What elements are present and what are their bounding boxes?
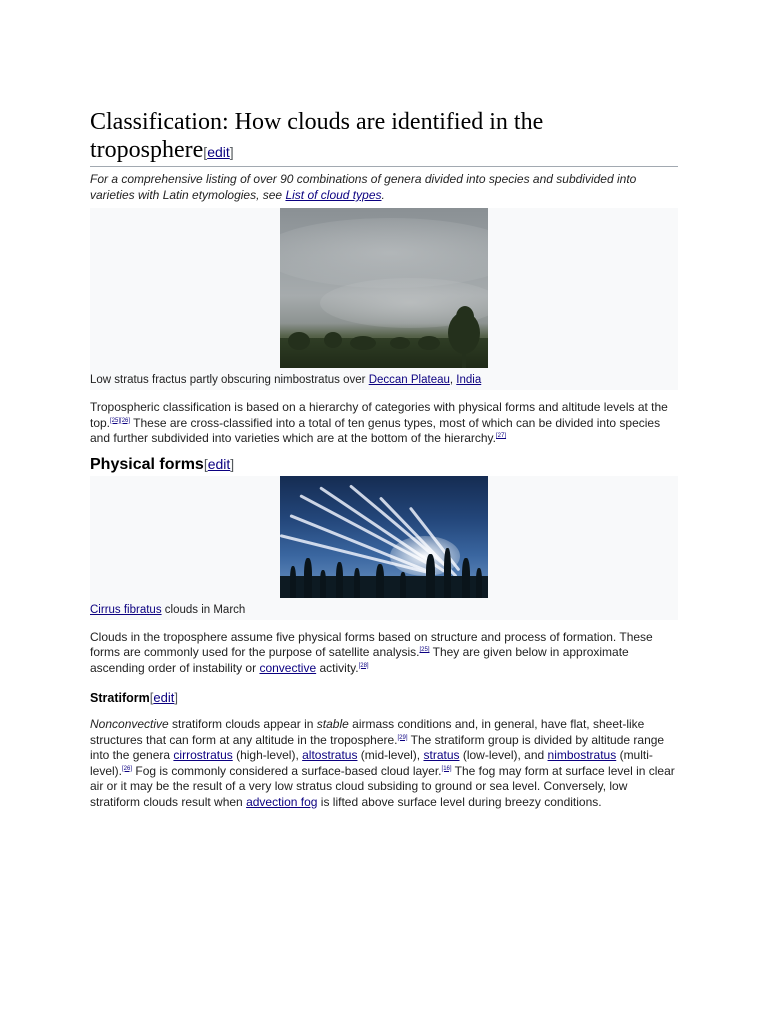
cirrus-fibratus-link[interactable]: Cirrus fibratus bbox=[90, 603, 162, 616]
text: airmass conditions and, in general, have flat, sheet-like structures that can form at any altitude in the troposphere. bbox=[90, 717, 645, 747]
hatnote-text: For a comprehensive listing of over 90 combinations of genera divided into species and subdivided into varieties with Latin etymologies, see bbox=[90, 172, 637, 202]
text: Clouds in the troposphere assume five physical forms based on structure and process of formation. These forms are commonly used for the purpose of satellite analysis. bbox=[90, 629, 653, 659]
text: (low-level), and bbox=[459, 748, 548, 762]
edit-section-wrapper: [edit] bbox=[149, 690, 178, 705]
heading-divider bbox=[90, 166, 678, 167]
citation[interactable]: [16] bbox=[441, 765, 452, 772]
edit-link[interactable]: edit bbox=[207, 144, 230, 160]
section-heading bbox=[90, 108, 678, 166]
hatnote-end: . bbox=[381, 188, 385, 202]
paragraph-physical-forms bbox=[90, 630, 678, 677]
convective-link[interactable]: convective bbox=[259, 660, 317, 675]
caption-text: clouds in March bbox=[161, 603, 246, 616]
citation[interactable]: [29] bbox=[397, 734, 408, 741]
deccan-plateau-link[interactable]: Deccan Plateau bbox=[368, 374, 450, 386]
cirrus-photo[interactable] bbox=[280, 476, 488, 598]
citation[interactable]: [27] bbox=[496, 433, 507, 439]
heading-text: Stratiform bbox=[90, 691, 150, 705]
stratiform-heading bbox=[90, 690, 678, 705]
edit-section-wrapper: [edit] bbox=[203, 455, 235, 472]
text: Fog is commonly considered a surface-based cloud layer. bbox=[132, 763, 442, 778]
altostratus-link[interactable]: altostratus bbox=[302, 748, 358, 762]
citation[interactable]: [25][26] bbox=[110, 417, 131, 424]
edit-link[interactable]: edit bbox=[207, 455, 231, 472]
text: activity. bbox=[316, 660, 359, 675]
edit-section-wrapper: [edit] bbox=[203, 144, 234, 160]
caption-separator: , bbox=[449, 374, 457, 386]
article-content bbox=[90, 108, 678, 810]
section-heading-text: Classification: How clouds are identified in the troposphere bbox=[90, 109, 544, 163]
stratus-link[interactable]: stratus bbox=[423, 748, 460, 762]
physical-forms-heading bbox=[90, 456, 678, 474]
text: is lifted above surface level during breezy conditions. bbox=[317, 794, 602, 809]
advection-fog-link[interactable]: advection fog bbox=[246, 794, 318, 809]
edit-link[interactable]: edit bbox=[153, 690, 175, 705]
citation[interactable]: [28] bbox=[358, 662, 369, 669]
text: They are given below in approximate ascending order of instability or bbox=[90, 645, 629, 675]
list-of-cloud-types-link[interactable]: List of cloud types bbox=[285, 188, 382, 202]
text: (high-level), bbox=[232, 748, 303, 762]
figure-caption bbox=[90, 368, 678, 390]
text: stratiform clouds appear in bbox=[168, 717, 317, 731]
figure-caption bbox=[90, 598, 678, 620]
text: The stratiform group is divided by altitude range into the genera bbox=[90, 732, 665, 762]
caption-text: Low stratus fractus partly obscuring nimbostratus over bbox=[90, 374, 369, 386]
text: The fog may form at surface level in clear air or it may be the result of a very low stratus cloud subsiding to ground or sea level. Conversely, low stratiform clouds result when bbox=[90, 763, 675, 809]
image-container bbox=[90, 476, 678, 598]
hatnote bbox=[90, 171, 678, 203]
citation[interactable]: [25] bbox=[419, 647, 430, 653]
italic-text: stable bbox=[316, 717, 349, 731]
image-container bbox=[90, 208, 678, 368]
text: (multi-level). bbox=[90, 748, 653, 778]
italic-text: Nonconvective bbox=[90, 717, 169, 731]
text: Tropospheric classification is based on a hierarchy of categories with physical forms and altitude levels at the top. bbox=[90, 400, 668, 430]
text: (mid-level), bbox=[357, 748, 424, 762]
cirrostratus-link[interactable]: cirrostratus bbox=[173, 748, 233, 762]
nimbostratus-link[interactable]: nimbostratus bbox=[547, 748, 617, 762]
paragraph-stratiform bbox=[90, 717, 678, 810]
paragraph-classification bbox=[90, 400, 678, 447]
heading-text: Physical forms bbox=[90, 455, 204, 473]
text: These are cross-classified into a total of ten genus types, most of which can be divided into species and further subdivided into varieties which are at the bottom of the hierarchy. bbox=[90, 415, 661, 445]
india-link[interactable]: India bbox=[456, 374, 482, 386]
figure-stratus bbox=[90, 208, 678, 390]
stratus-photo[interactable] bbox=[280, 208, 488, 368]
citation[interactable]: [26] bbox=[122, 765, 133, 772]
figure-cirrus bbox=[90, 476, 678, 620]
